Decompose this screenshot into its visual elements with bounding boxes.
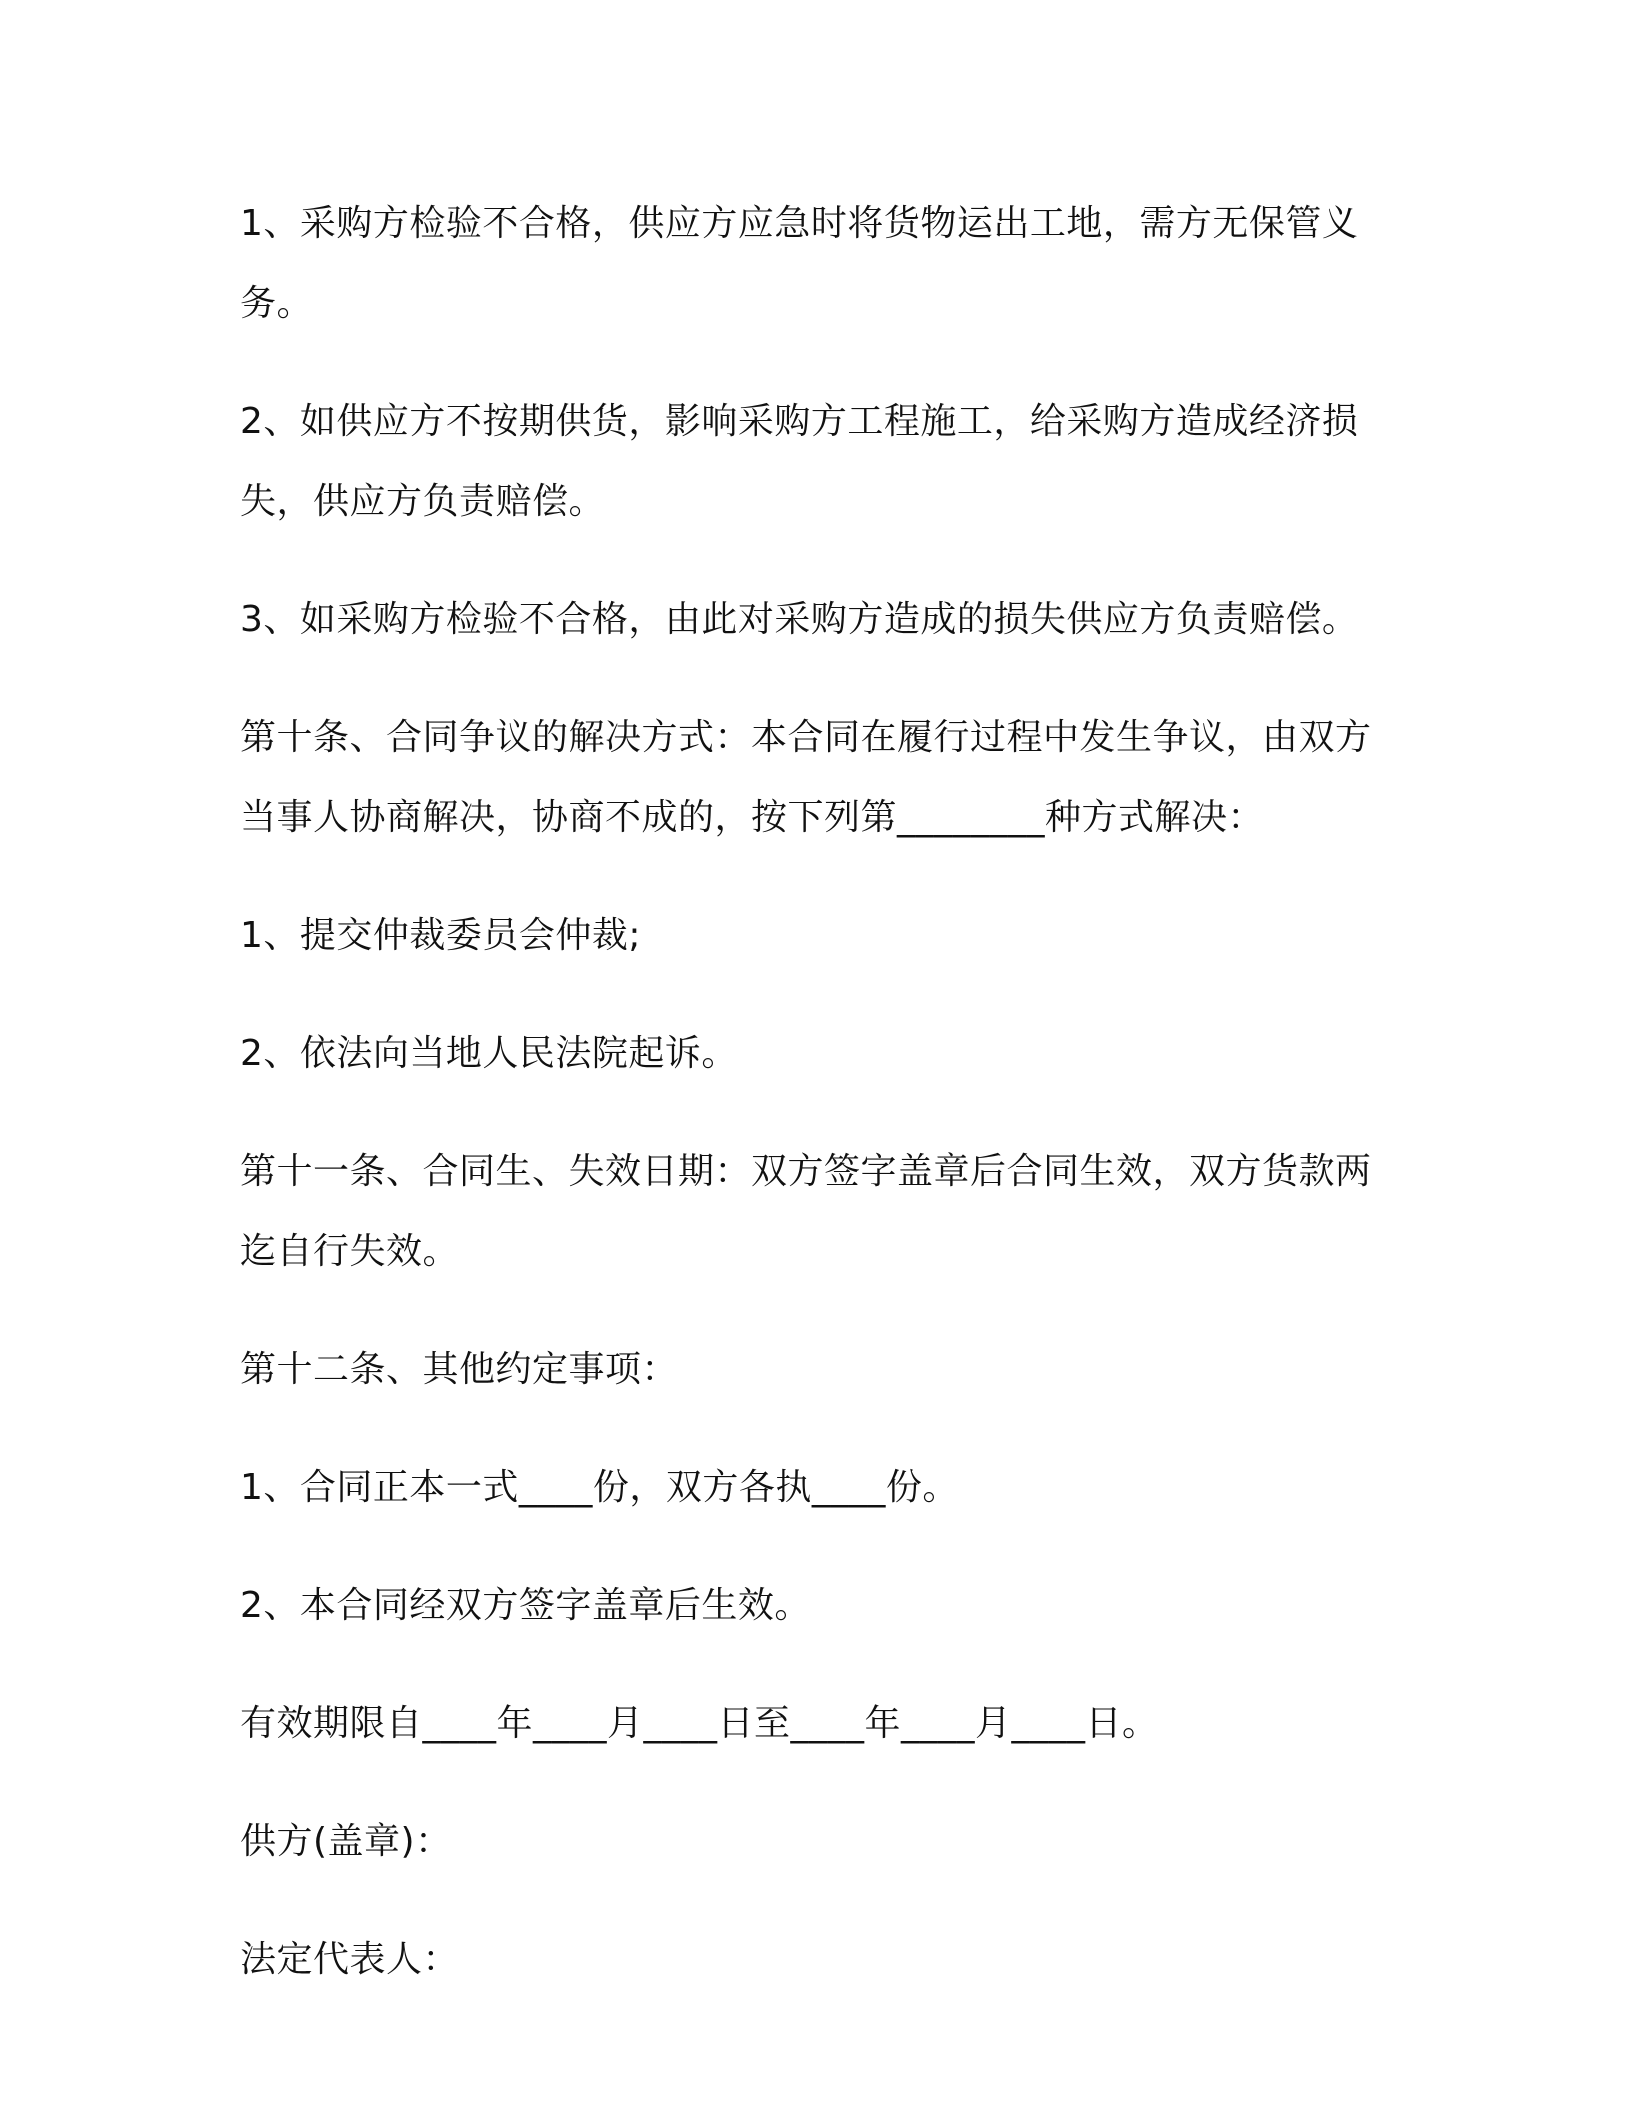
validity-period: 有效期限自____年____月____日至____年____月____日。: [240, 1703, 1159, 1744]
legal-representative-label: 法定代表人：: [240, 1939, 460, 1980]
clause-inspection-loss: 3、如采购方检验不合格，由此对采购方造成的损失供应方负责赔偿。: [240, 599, 1359, 640]
article-eleven-validity: 第十一条、合同生、失效日期：双方签字盖章后合同生效，双方货款两迄自行失效。: [240, 1151, 1372, 1272]
document-body: [240, 184, 1390, 2038]
copies-clause: 1、合同正本一式____份，双方各执____份。: [240, 1467, 959, 1508]
supplier-seal-label: 供方(盖章)：: [240, 1821, 452, 1862]
dispute-option-court: 2、依法向当地人民法院起诉。: [240, 1033, 738, 1074]
article-twelve-other: 第十二条、其他约定事项：: [240, 1349, 679, 1390]
effective-clause: 2、本合同经双方签字盖章后生效。: [240, 1585, 811, 1626]
dispute-option-arbitration: 1、提交仲裁委员会仲裁;: [240, 915, 642, 956]
clause-reject-goods: 1、采购方检验不合格，供应方应急时将货物运出工地，需方无保管义务。: [240, 203, 1359, 324]
article-ten-dispute: 第十条、合同争议的解决方式：本合同在履行过程中发生争议，由双方当事人协商解决，协商不成的，按下列第________种方式解决：: [240, 717, 1372, 838]
clause-late-delivery: 2、如供应方不按期供货，影响采购方工程施工，给采购方造成经济损失，供应方负责赔偿。: [240, 401, 1359, 522]
